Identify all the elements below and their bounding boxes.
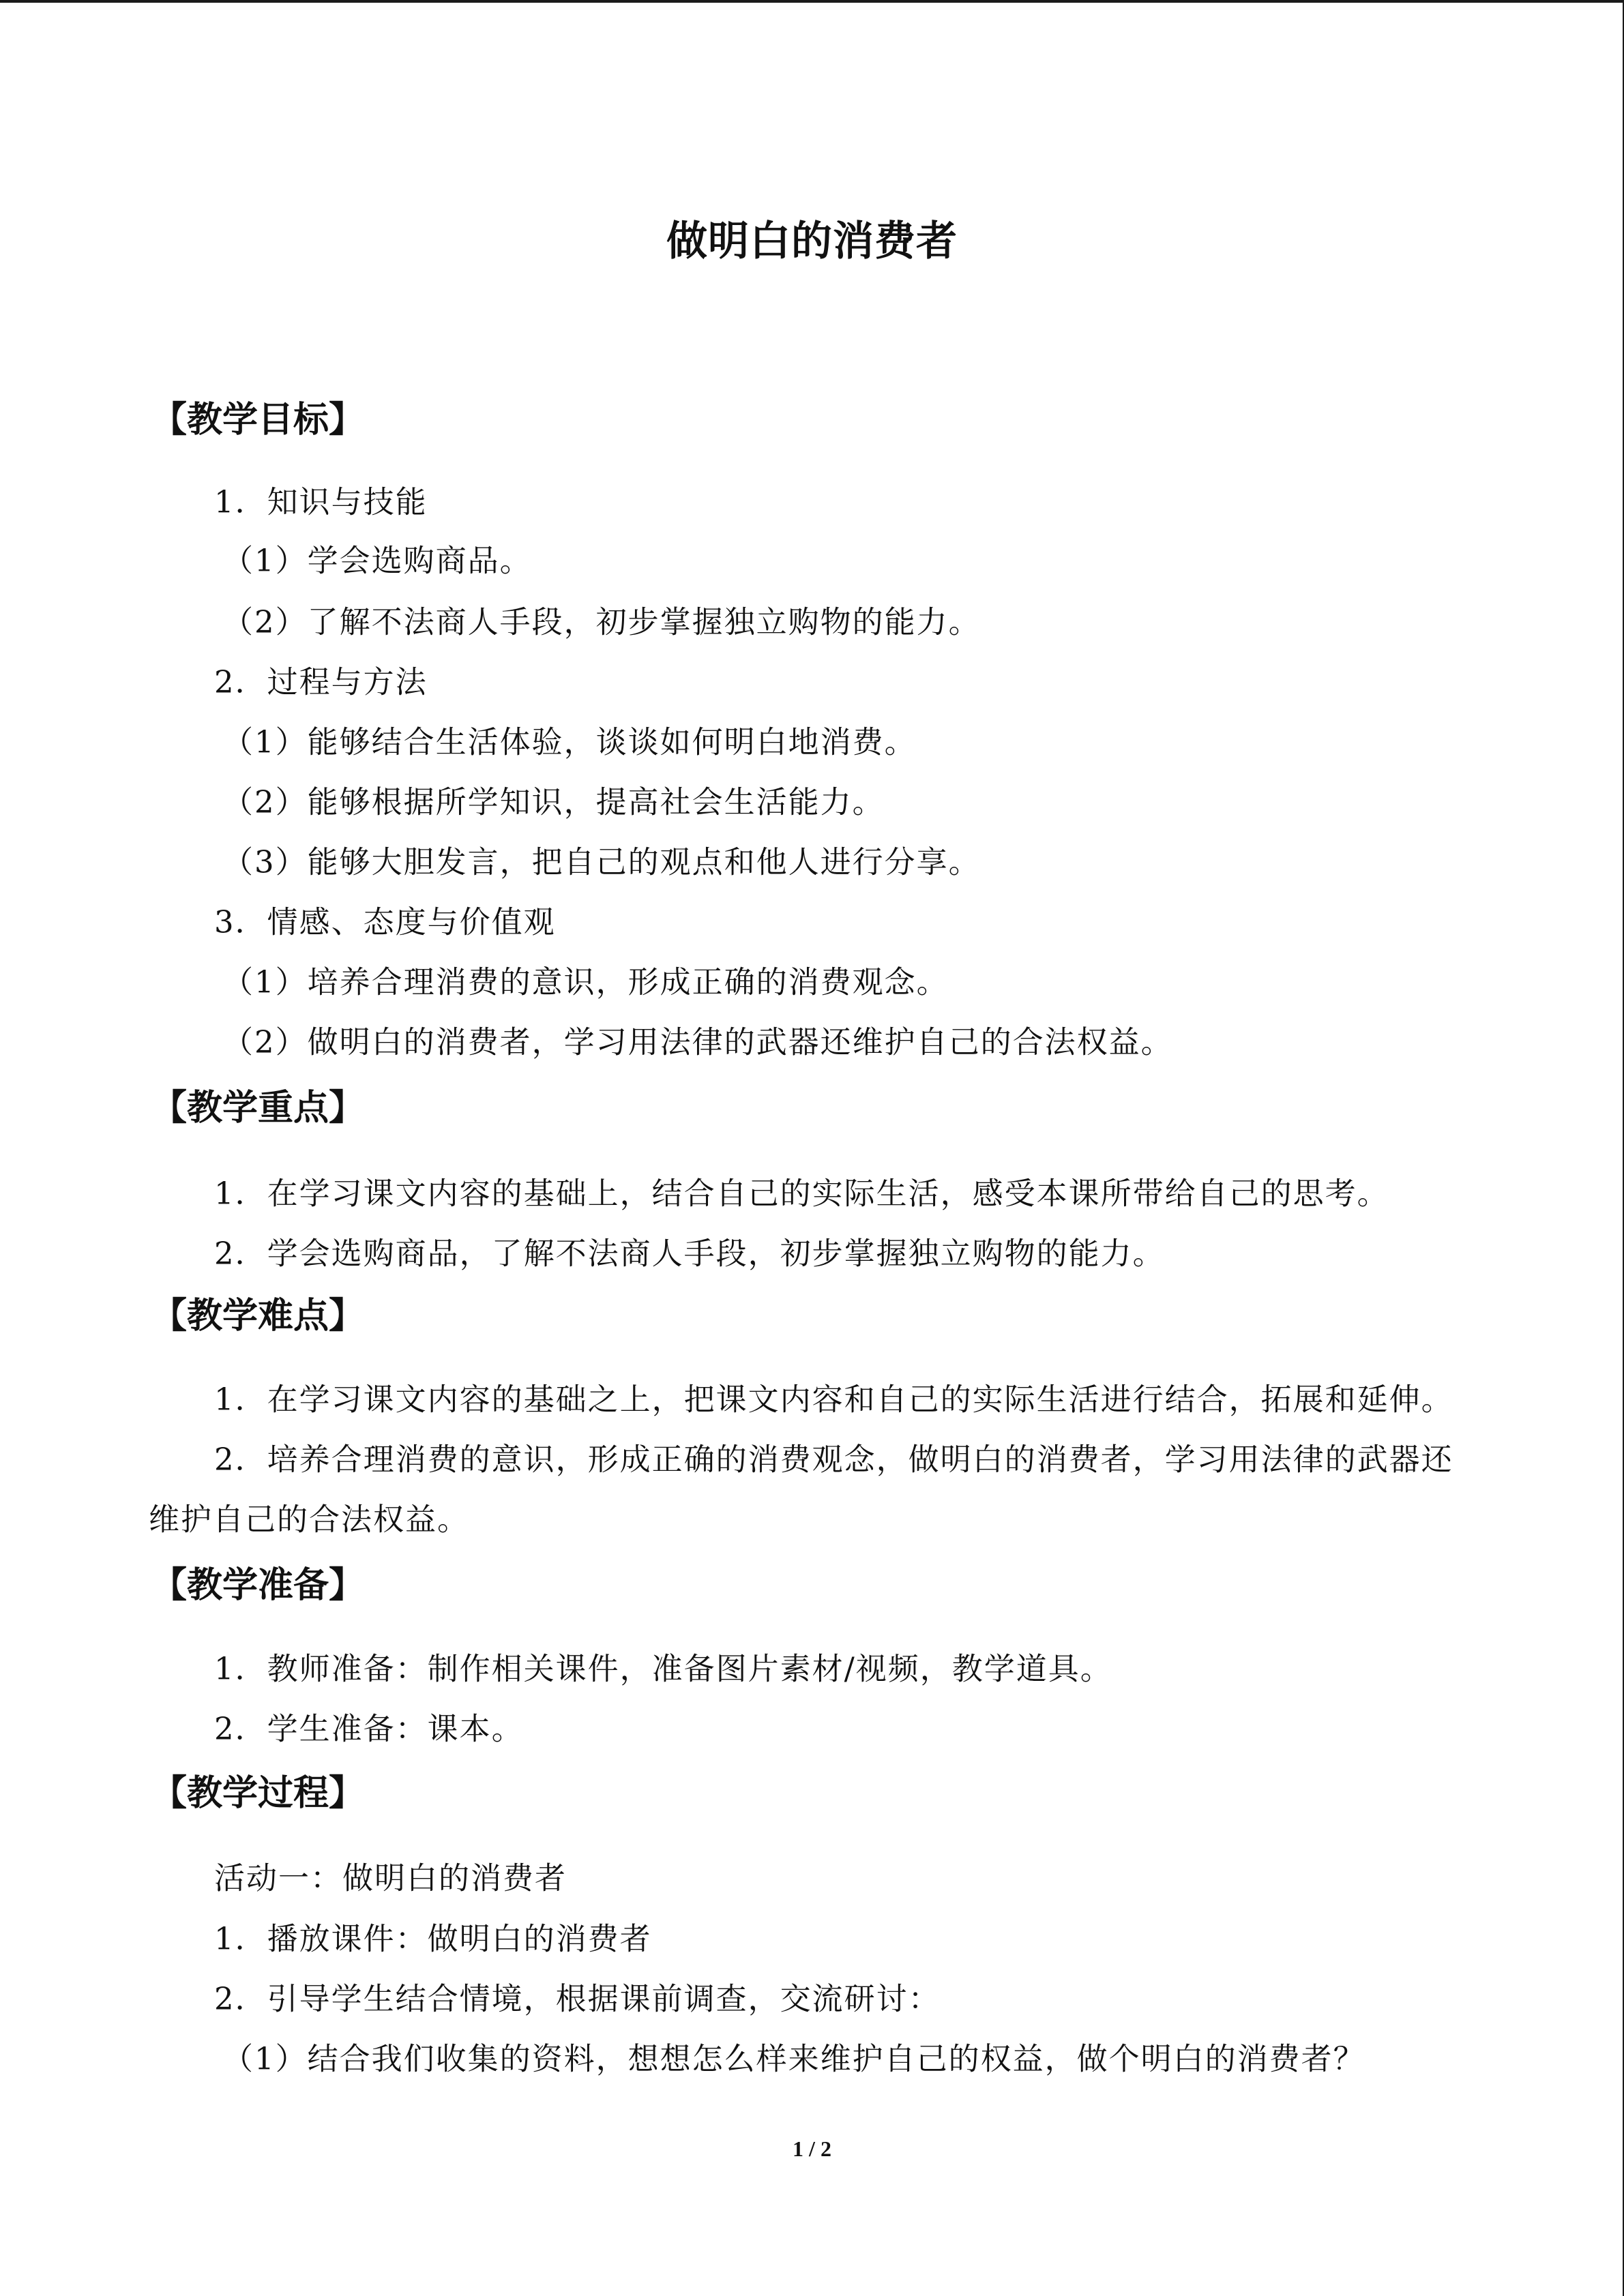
process-subitem: （1）结合我们收集的资料，想想怎么样来维护自己的权益，做个明白的消费者？	[222, 2040, 1365, 2077]
key-point-item: 2．学会选购商品，了解不法商人手段，初步掌握独立购物的能力。	[214, 1235, 1165, 1272]
section-heading-process: 【教学过程】	[151, 1773, 365, 1814]
section-heading-preparation: 【教学准备】	[151, 1565, 365, 1606]
objective-subitem: （2）了解不法商人手段，初步掌握独立购物的能力。	[222, 603, 981, 640]
objective-item: 1．知识与技能	[214, 483, 428, 520]
document-title: 做明白的消费者	[666, 218, 958, 265]
section-heading-objectives: 【教学目标】	[151, 400, 365, 441]
preparation-item: 2．学生准备：课本。	[214, 1710, 524, 1747]
process-activity-title: 活动一：做明白的消费者	[214, 1860, 567, 1896]
objective-item: 3．情感、态度与价值观	[214, 904, 556, 940]
section-heading-difficulties: 【教学难点】	[151, 1296, 365, 1337]
page-number: 1 / 2	[793, 2136, 831, 2161]
objective-subitem: （1）学会选购商品。	[222, 542, 532, 579]
difficulty-item-continuation: 维护自己的合法权益。	[149, 1501, 470, 1538]
page-top-border	[0, 0, 1624, 3]
process-item: 2．引导学生结合情境，根据课前调查，交流研讨：	[214, 1980, 941, 2017]
objective-subitem: （2）做明白的消费者，学习用法律的武器还维护自己的合法权益。	[222, 1024, 1173, 1060]
difficulty-item: 1．在学习课文内容的基础之上，把课文内容和自己的实际生活进行结合，拓展和延伸。	[214, 1381, 1453, 1418]
process-item: 1．播放课件：做明白的消费者	[214, 1920, 652, 1957]
objective-item: 2．过程与方法	[214, 664, 428, 700]
objective-subitem: （2）能够根据所学知识，提高社会生活能力。	[222, 784, 885, 820]
objective-subitem: （1）培养合理消费的意识，形成正确的消费观念。	[222, 964, 949, 1000]
objective-subitem: （1）能够结合生活体验，谈谈如何明白地消费。	[222, 724, 917, 760]
section-heading-key-points: 【教学重点】	[151, 1088, 365, 1129]
key-point-item: 1．在学习课文内容的基础上，结合自己的实际生活，感受本课所带给自己的思考。	[214, 1175, 1389, 1212]
preparation-item: 1．教师准备：制作相关课件，准备图片素材/视频，教学道具。	[214, 1650, 1112, 1687]
objective-subitem: （3）能够大胆发言，把自己的观点和他人进行分享。	[222, 844, 981, 880]
difficulty-item: 2．培养合理消费的意识，形成正确的消费观念，做明白的消费者，学习用法律的武器还	[214, 1441, 1453, 1478]
